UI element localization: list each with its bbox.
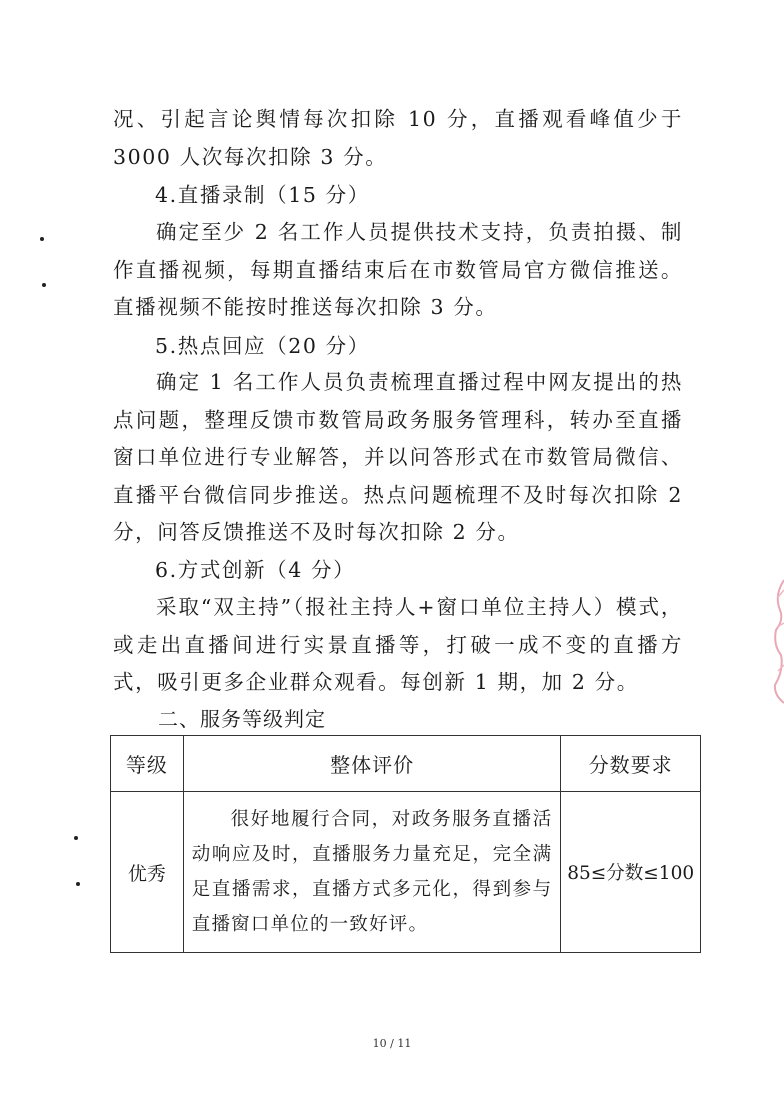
scan-dot bbox=[40, 237, 44, 241]
paragraph-method-innovation: 采取“双主持”（报社主持人+窗口单位主持人）模式，或走出直播间进行实景直播等，打破一成不变的直播方式，吸引更多企业群众观看。每创新 1 期，加 2 分。 bbox=[113, 595, 683, 694]
table-header-row bbox=[111, 736, 701, 792]
scan-dot bbox=[74, 836, 78, 840]
evaluation-text: 很好地履行合同，对政务服务直播活动响应及时，直播服务力量充足，完全满足直播需求，直播方式多元化，得到参与直播窗口单位的一致好评。 bbox=[191, 809, 553, 935]
heading-method-innovation: 6.方式创新（4 分） bbox=[155, 558, 356, 582]
header-score: 分数要求 bbox=[561, 736, 701, 792]
scan-dot bbox=[42, 283, 46, 287]
seal-edge-mark bbox=[772, 575, 784, 705]
header-evaluation: 整体评价 bbox=[183, 736, 561, 792]
section-title: 二、服务等级判定 bbox=[158, 707, 326, 731]
scan-dot bbox=[76, 882, 80, 886]
cell-evaluation bbox=[183, 792, 561, 953]
page-number: 10 / 11 bbox=[372, 1037, 412, 1050]
header-grade: 等级 bbox=[111, 736, 184, 792]
paragraph-live-recording: 确定至少 2 名工作人员提供技术支持，负责拍摄、制作直播视频，每期直播结束后在市数管局官方微信推送。直播视频不能按时推送每次扣除 3 分。 bbox=[113, 220, 683, 319]
paragraph-continued: 况、引起言论舆情每次扣除 10 分，直播观看峰值少于 3000 人次每次扣除 3 分。 bbox=[113, 107, 683, 169]
paragraph-hotspot-response: 确定 1 名工作人员负责梳理直播过程中网友提出的热点问题，整理反馈市数管局政务服务管理科，转办至直播窗口单位进行专业解答，并以问答形式在市数管局微信、直播平台微信同步推送。热点问题梳理不及时每次扣除 2 分，问答反馈推送不及时每次扣除 2 分。 bbox=[113, 370, 683, 544]
cell-score: 85≤分数≤100 bbox=[561, 792, 701, 953]
heading-hotspot-response: 5.热点回应（20 分） bbox=[155, 334, 370, 358]
service-grade-table bbox=[110, 735, 701, 953]
heading-live-recording: 4.直播录制（15 分） bbox=[155, 183, 370, 207]
cell-grade: 优秀 bbox=[111, 792, 184, 953]
table-row bbox=[111, 792, 701, 953]
